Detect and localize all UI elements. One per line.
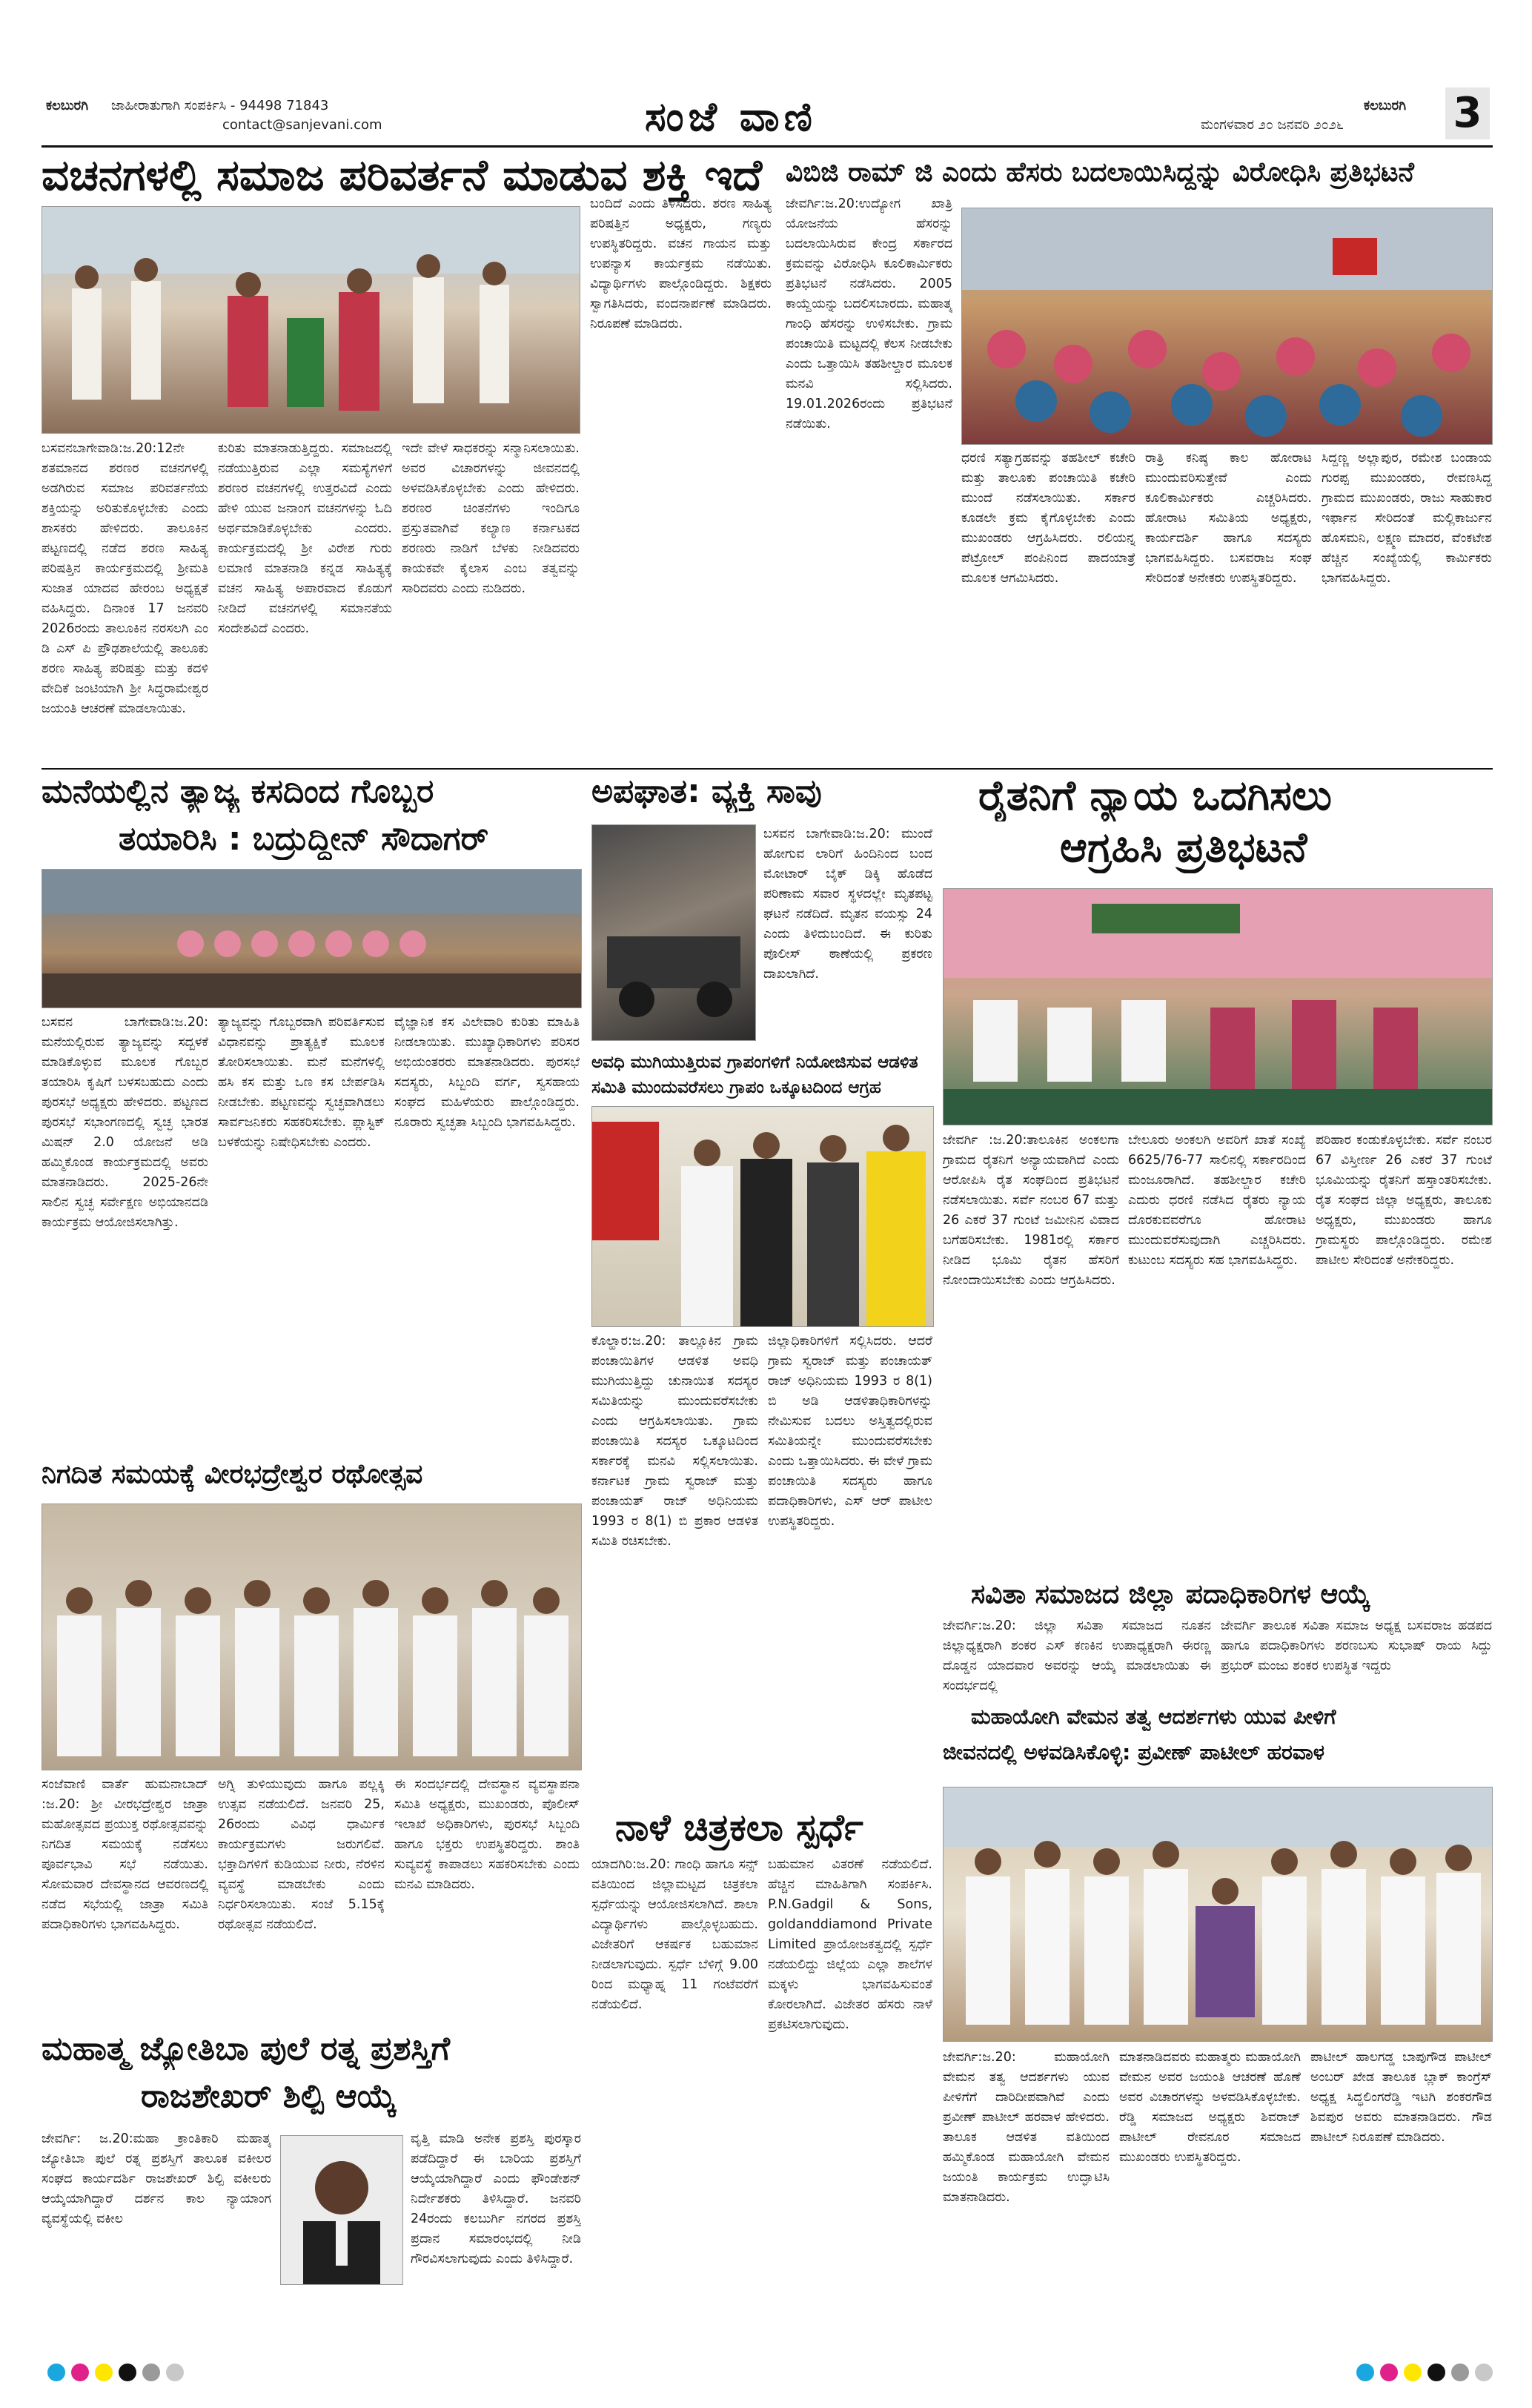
headline-a9: ಸವಿತಾ ಸಮಾಜದ ಜಿಲ್ಲಾ ಪದಾಧಿಕಾರಿಗಳ ಆಯ್ಕೆ	[971, 1579, 1370, 1610]
a8-col1: ಯಾದಗಿರಿ:ಜ.20: ಗಾಂಧಿ ಹಾಗೂ ಸನ್ಸ್ ವತಿಯಿಂದ ಜಿಲ್ಲಾಮಟ್ಟದ ಚಿತ್ರಕಲಾ ಸ್ಪರ್ಧೆಯನ್ನು ಆಯೋಜಿಸಲಾಗಿದೆ. ಶಾಲಾ ವಿದ್ಯಾರ್ಥಿಗಳು ಪಾಲ್ಗೊಳ್ಳಬಹುದು. ವಿಜೇತರಿಗೆ ಆಕರ್ಷಕ ಬಹುಮಾನ ನೀಡಲಾಗುವುದು. ಸ್ಪರ್ಧೆ ಬೆಳಿಗ್ಗೆ 9.00 ರಿಂದ ಮಧ್ಯಾಹ್ನ 11 ಗಂಟೆವರೆಗೆ ನಡೆಯಲಿದೆ.	[591, 1857, 758, 2012]
headline-a2: ವಿಬಿಜಿ ರಾಮ್ ಜಿ ಎಂದು ಹೆಸರು ಬದಲಾಯಿಸಿದ್ದನ್ನು ವಿರೋಧಿಸಿ ಪ್ರತಿಭಟನೆ	[786, 157, 1414, 188]
a9-col2: ಜೇವರ್ಗಿ ತಾಲೂಕ ಸವಿತಾ ಸಮಾಜ ಅಧ್ಯಕ್ಷ ಬಸವರಾಜ ಹಡಪದ ಹಾಗೂ ಪದಾಧಿಕಾರಿಗಳು ಶರಣಬಸು ಸುಭಾಷ್ ರಾಯ ಸಿದ್ದು ಪ್ರಭುರ್ ಮಂಜು ಶಂಕರ ಉಪಸ್ಥಿತ ಇದ್ದರು	[1221, 1618, 1492, 1673]
cmyk-bar-left	[47, 2364, 184, 2381]
cmyk-bar-right	[1356, 2364, 1493, 2381]
cmyk-dot	[1380, 2364, 1398, 2381]
headline-a6-line1: ರೈತನಿಗೆ ನ್ಯಾಯ ಒದಗಿಸಲು	[978, 772, 1332, 820]
a10-col1: ಜೇವರ್ಗಿ:ಜ.20: ಮಹಾಯೋಗಿ ವೇಮನ ತತ್ವ ಆದರ್ಶಗಳು ಯುವ ಪೀಳಿಗೆಗೆ ದಾರಿದೀಪವಾಗಿವೆ ಎಂದು ಪ್ರವೀಣ್ ಪಾಟೀಲ್ ಹರವಾಳ ಹೇಳಿದರು. ತಾಲೂಕ ಆಡಳಿತ ವತಿಯಿಂದ ಹಮ್ಮಿಕೊಂಡ ಮಹಾಯೋಗಿ ವೇಮನ ಜಯಂತಿ ಕಾರ್ಯಕ್ರಮ ಉದ್ಘಾಟಿಸಿ ಮಾತನಾಡಿದರು.	[943, 2050, 1110, 2205]
header-contact: contact@sanjevani.com	[222, 117, 382, 133]
photo-a5	[591, 1106, 934, 1327]
a2-col4: ಸಿದ್ದಣ್ಣ ಅಲ್ಲಾಪುರ, ರಮೇಶ ಬಂಡಾಯ ಗುರಪ್ಪ ಮುಖಂಡರು, ರೇವಣಸಿದ್ದ ಗ್ರಾಮದ ಮುಖಂಡರು, ರಾಜು ಸಾಹುಕಾರ ಇರ್ಫಾನ ಸೇರಿದಂತೆ ಮಲ್ಲಿಕಾರ್ಜುನ ಹೊಸಮನಿ, ಲಕ್ಷ್ಮಣ ಮಾದರ, ವೆಂಕಟೇಶ ಹೆಚ್ಚಿನ ಸಂಖ್ಯೆಯಲ್ಲಿ ಕಾರ್ಮಿಕರು ಭಾಗವಹಿಸಿದ್ದರು.	[1322, 451, 1492, 586]
headline-a10-line2: ಜೀವನದಲ್ಲಿ ಅಳವಡಿಸಿಕೊಳ್ಳಿ: ಪ್ರವೀಣ್ ಪಾಟೀಲ್ ಹರವಾಳ	[943, 1740, 1324, 1764]
a5-col2: ಜಿಲ್ಲಾಧಿಕಾರಿಗಳಿಗೆ ಸಲ್ಲಿಸಿದರು. ಆದರೆ ಗ್ರಾಮ ಸ್ವರಾಜ್ ಮತ್ತು ಪಂಚಾಯತ್ ರಾಜ್ ಅಧಿನಿಯಮ 1993 ರ 8(1) ಬಿ ಅಡಿ ಆಡಳಿತಾಧಿಕಾರಿಗಳನ್ನು ನೇಮಿಸುವ ಬದಲು ಅಸ್ತಿತ್ವದಲ್ಲಿರುವ ಸಮಿತಿಯನ್ನೇ ಮುಂದುವರೆಸಬೇಕು ಎಂದು ಒತ್ತಾಯಿಸಿದರು. ಈ ವೇಳೆ ಗ್ರಾಮ ಪಂಚಾಯಿತಿ ಸದಸ್ಯರು ಹಾಗೂ ಪದಾಧಿಕಾರಿಗಳು, ಎಸ್ ಆರ್ ಪಾಟೀಲ ಉಪಸ್ಥಿತರಿದ್ದರು.	[768, 1334, 932, 1529]
headline-a4: ಅಪಘಾತ: ವ್ಯಕ್ತಿ ಸಾವು	[591, 773, 822, 810]
photo-a3	[42, 869, 582, 1008]
photo-a2-crowd	[962, 208, 1492, 444]
a3-col2: ತ್ಯಾಜ್ಯವನ್ನು ಗೊಬ್ಬರವಾಗಿ ಪರಿವರ್ತಿಸುವ ವಿಧಾನವನ್ನು ಪ್ರಾತ್ಯಕ್ಷಿಕೆ ಮೂಲಕ ತೋರಿಸಲಾಯಿತು. ಮನೆ ಮನೆಗಳಲ್ಲಿ ಹಸಿ ಕಸ ಮತ್ತು ಒಣ ಕಸ ಬೇರ್ಪಡಿಸಿ ನೀಡಬೇಕು. ಪಟ್ಟಣವನ್ನು ಸ್ವಚ್ಛವಾಗಿಡಲು ಸಾರ್ವಜನಿಕರು ಸಹಕರಿಸಬೇಕು. ಪ್ಲಾಸ್ಟಿಕ್ ಬಳಕೆಯನ್ನು ನಿಷೇಧಿಸಬೇಕು ಎಂದರು.	[218, 1015, 385, 1150]
headline-a11-line2: ರಾಜಶೇಖರ್ ಶಿಲ್ಪಿ ಆಯ್ಕೆ	[141, 2077, 397, 2115]
photo-a6	[943, 888, 1493, 1125]
headline-a3-line1: ಮನೆಯಲ್ಲಿನ ತ್ಯಾಜ್ಯ ಕಸದಿಂದ ಗೊಬ್ಬರ	[42, 773, 434, 810]
a2-col3: ರಾತ್ರಿ ಕನಿಷ್ಠ ಕಾಲ ಹೋರಾಟ ಮುಂದುವರಿಸುತ್ತೇವೆ ಎಂದು ಕೂಲಿಕಾರ್ಮಿಕರು ಎಚ್ಚರಿಸಿದರು. ಹೋರಾಟ ಸಮಿತಿಯ ಅಧ್ಯಕ್ಷರು, ಕಾರ್ಯದರ್ಶಿ ಹಾಗೂ ಸದಸ್ಯರು ಭಾಗವಹಿಸಿದ್ದರು. ಬಸವರಾಜ ಸಂಘ ಸೇರಿದಂತೆ ಅನೇಕರು ಉಪಸ್ಥಿತರಿದ್ದರು.	[1145, 451, 1312, 586]
a1-col2: ಕುರಿತು ಮಾತನಾಡುತ್ತಿದ್ದರು. ಸಮಾಜದಲ್ಲಿ ನಡೆಯುತ್ತಿರುವ ಎಲ್ಲಾ ಸಮಸ್ಯೆಗಳಿಗೆ ಶರಣರ ವಚನಗಳಲ್ಲಿ ಉತ್ತರವಿದೆ ಎಂದು ಹೇಳಿ ಯುವ ಜನಾಂಗ ವಚನಗಳನ್ನು ಓದಿ ಅರ್ಥಮಾಡಿಕೊಳ್ಳಬೇಕು ಎಂದರು. ಕಾರ್ಯಕ್ರಮದಲ್ಲಿ ಶ್ರೀ ವಿರೇಶ ಗುರು ಲಮಾಣಿ ಮಾತನಾಡಿ ಕನ್ನಡ ಸಾಹಿತ್ಯಕ್ಕೆ ವಚನ ಸಾಹಿತ್ಯ ಅಪಾರವಾದ ಕೊಡುಗೆ ನೀಡಿದೆ ವಚನಗಳಲ್ಲಿ ಸಮಾನತೆಯ ಸಂದೇಶವಿದೆ ಎಂದರು.	[218, 441, 392, 636]
a9-col1: ಜೇವರ್ಗಿ:ಜ.20: ಜಿಲ್ಲಾ ಸವಿತಾ ಸಮಾಜದ ನೂತನ ಜಿಲ್ಲಾಧ್ಯಕ್ಷರಾಗಿ ಶಂಕರ ಎಸ್ ಕಣಕಿನ ಉಪಾಧ್ಯಕ್ಷರಾಗಿ ಈರಣ್ಣ ದೊಡ್ಡನ ಯಾದವಾರ ಅವರನ್ನು ಆಯ್ಕೆ ಮಾಡಲಾಯಿತು ಈ ಸಂದರ್ಭದಲ್ಲಿ	[943, 1618, 1211, 1693]
a4-body: ಬಸವನ ಬಾಗೇವಾಡಿ:ಜ.20: ಮುಂದೆ ಹೋಗುವ ಲಾರಿಗೆ ಹಿಂದಿನಿಂದ ಬಂದ ಮೋಟಾರ್ ಬೈಕ್ ಡಿಕ್ಕಿ ಹೊಡೆದ ಪರಿಣಾಮ ಸವಾರ ಸ್ಥಳದಲ್ಲೇ ಮೃತಪಟ್ಟ ಘಟನೆ ನಡೆದಿದೆ. ಮೃತನ ವಯಸ್ಸು 24 ಎಂದು ತಿಳಿದುಬಂದಿದೆ. ಈ ಕುರಿತು ಪೊಲೀಸ್ ಠಾಣೆಯಲ್ಲಿ ಪ್ರಕರಣ ದಾಖಲಾಗಿದೆ.	[763, 827, 932, 982]
cmyk-dot	[1404, 2364, 1422, 2381]
a1-col1: ಬಸವನಬಾಗೇವಾಡಿ:ಜ.20:12ನೇ ಶತಮಾನದ ಶರಣರ ವಚನಗಳಲ್ಲಿ ಅಡಗಿರುವ ಸಮಾಜ ಪರಿವರ್ತನೆಯ ಶಕ್ತಿಯನ್ನು ಅರಿತುಕೊಳ್ಳಬೇಕು ಎಂದು ಶಾಸಕರು ಹೇಳಿದರು. ತಾಲೂಕಿನ ಪಟ್ಟಣದಲ್ಲಿ ನಡೆದ ಶರಣ ಸಾಹಿತ್ಯ ಪರಿಷತ್ತಿನ ಕಾರ್ಯಕ್ರಮದಲ್ಲಿ ಶ್ರೀಮತಿ ಸುಜಾತ ಯಾದವ ಹೇರಂಬ ಅಧ್ಯಕ್ಷತೆ ವಹಿಸಿದ್ದರು. ದಿನಾಂಕ 17 ಜನವರಿ 2026ರಂದು ತಾಲೂಕಿನ ನರಸಲಗಿ ಎಂ ಡಿ ಎಸ್ ಪಿ ಪ್ರೌಢಶಾಲೆಯಲ್ಲಿ ತಾಲೂಕು ಶರಣ ಸಾಹಿತ್ಯ ಪರಿಷತ್ತು ಮತ್ತು ಕದಳಿ ವೇದಿಕೆ ಜಂಟಿಯಾಗಿ ಶ್ರೀ ಸಿದ್ಧರಾಮೇಶ್ವರ ಜಯಂತಿ ಆಚರಣೆ ಮಾಡಲಾಯಿತು.	[42, 441, 208, 716]
cmyk-dot	[1356, 2364, 1374, 2381]
headline-a5-line1: ಅವಧಿ ಮುಗಿಯುತ್ತಿರುವ ಗ್ರಾಪಂಗಳಿಗೆ ನಿಯೋಜಿಸುವ ಆಡಳಿತ	[591, 1053, 918, 1072]
cmyk-dot	[119, 2364, 136, 2381]
cmyk-dot	[142, 2364, 160, 2381]
a6-col1: ಜೇವರ್ಗಿ :ಜ.20:ತಾಲೂಕಿನ ಅಂಕಲಗಾ ಗ್ರಾಮದ ರೈತನಿಗೆ ಅನ್ಯಾಯವಾಗಿದೆ ಎಂದು ಆರೋಪಿಸಿ ರೈತ ಸಂಘದಿಂದ ಪ್ರತಿಭಟನೆ ನಡೆಸಲಾಯಿತು. ಸರ್ವೆ ನಂಬರ 67 ಮತ್ತು 26 ಎಕರೆ 37 ಗುಂಟೆ ಜಮೀನಿನ ವಿವಾದ ಬಗೆಹರಿಸಬೇಕು. 1981ರಲ್ಲಿ ಸರ್ಕಾರ ನೀಡಿದ ಭೂಮಿ ರೈತನ ಹೆಸರಿಗೆ ನೋಂದಾಯಿಸಬೇಕು ಎಂದು ಆಗ್ರಹಿಸಿದರು.	[943, 1133, 1119, 1288]
a2-col2: ಧರಣಿ ಸತ್ಯಾಗ್ರಹವನ್ನು ತಹಶೀಲ್ ಕಚೇರಿ ಮತ್ತು ತಾಲೂಕು ಪಂಚಾಯಿತಿ ಕಚೇರಿ ಮುಂದೆ ನಡೆಸಲಾಯಿತು. ಸರ್ಕಾರ ಕೂಡಲೇ ಕ್ರಮ ಕೈಗೊಳ್ಳಬೇಕು ಎಂದು ಮುಖಂಡರು ಆಗ್ರಹಿಸಿದರು. ರಲಿಯನ್ನ ಪೆಟ್ರೋಲ್ ಪಂಪಿನಿಂದ ಪಾದಯಾತ್ರೆ ಮೂಲಕ ಆಗಮಿಸಿದರು.	[961, 451, 1135, 586]
headline-a5-line2: ಸಮಿತಿ ಮುಂದುವರೆಸಲು ಗ್ರಾಪಂ ಒಕ್ಕೂಟದಿಂದ ಆಗ್ರಹ	[591, 1078, 881, 1097]
a8-col2: ಬಹುಮಾನ ವಿತರಣೆ ನಡೆಯಲಿದೆ. ಹೆಚ್ಚಿನ ಮಾಹಿತಿಗಾಗಿ ಸಂಪರ್ಕಿಸಿ. P.N.Gadgil & Sons, goldanddiamond Private Limited ಪ್ರಾಯೋಜಕತ್ವದಲ್ಲಿ ಸ್ಪರ್ಧೆ ನಡೆಯಲಿದ್ದು ಜಿಲ್ಲೆಯ ಎಲ್ಲಾ ಶಾಲೆಗಳ ಮಕ್ಕಳು ಭಾಗವಹಿಸುವಂತೆ ಕೋರಲಾಗಿದೆ. ವಿಜೇತರ ಹೆಸರು ನಾಳೆ ಪ್ರಕಟಿಸಲಾಗುವುದು.	[768, 1857, 932, 2032]
photo-a4	[591, 824, 756, 1041]
headline-a1: ವಚನಗಳಲ್ಲಿ ಸಮಾಜ ಪರಿವರ್ತನೆ ಮಾಡುವ ಶಕ್ತಿ ಇದೆ	[42, 150, 763, 200]
headline-a3-line2: ತಯಾರಿಸಿ : ಬದ್ರುದ್ದೀನ್ ಸೌದಾಗರ್	[119, 820, 489, 858]
cmyk-dot	[1451, 2364, 1469, 2381]
cmyk-dot	[71, 2364, 89, 2381]
a6-col3: ಪರಿಹಾರ ಕಂಡುಕೊಳ್ಳಬೇಕು. ಸರ್ವೆ ನಂಬರ 67 ವಿಸ್ತೀರ್ಣ 26 ಎಕರೆ 37 ಗುಂಟೆ ಭೂಮಿಯನ್ನು ರೈತನಿಗೆ ಹಸ್ತಾಂತರಿಸಬೇಕು. ರೈತ ಸಂಘದ ಜಿಲ್ಲಾ ಅಧ್ಯಕ್ಷರು, ತಾಲೂಕು ಅಧ್ಯಕ್ಷರು, ಮುಖಂಡರು ಹಾಗೂ ಗ್ರಾಮಸ್ಥರು ಪಾಲ್ಗೊಂಡಿದ್ದರು. ರಮೇಶ ಪಾಟೀಲ ಸೇರಿದಂತೆ ಅನೇಕರಿದ್ದರು.	[1316, 1133, 1492, 1268]
photo-a7-meeting	[42, 1504, 581, 1770]
portrait-figure	[281, 2136, 402, 2284]
cmyk-dot	[95, 2364, 113, 2381]
page-number: 3	[1445, 87, 1490, 139]
photo-a3-stage	[42, 870, 581, 1008]
a1-col4: ಬಂದಿದೆ ಎಂದು ತಿಳಿಸಿದರು. ಶರಣ ಸಾಹಿತ್ಯ ಪರಿಷತ್ತಿನ ಅಧ್ಯಕ್ಷರು, ಗಣ್ಯರು ಉಪಸ್ಥಿತರಿದ್ದರು. ವಚನ ಗಾಯನ ಮತ್ತು ಉಪನ್ಯಾಸ ಕಾರ್ಯಕ್ರಮ ನಡೆಯಿತು. ವಿದ್ಯಾರ್ಥಿಗಳು ಪಾಲ್ಗೊಂಡಿದ್ದರು. ಶಿಕ್ಷಕರು ಸ್ವಾಗತಿಸಿದರು, ವಂದನಾರ್ಪಣೆ ಮಾಡಿದರು. ನಿರೂಪಣೆ ಮಾಡಿದರು.	[590, 196, 772, 331]
a5-col1: ಕೊಲ್ಹಾರ:ಜ.20: ತಾಲ್ಲೂಕಿನ ಗ್ರಾಮ ಪಂಚಾಯಿತಿಗಳ ಆಡಳಿತ ಅವಧಿ ಮುಗಿಯುತ್ತಿದ್ದು ಚುನಾಯಿತ ಸದಸ್ಯರ ಸಮಿತಿಯನ್ನು ಮುಂದುವರೆಸಬೇಕು ಎಂದು ಆಗ್ರಹಿಸಲಾಯಿತು. ಗ್ರಾಮ ಪಂಚಾಯಿತಿ ಸದಸ್ಯರ ಒಕ್ಕೂಟದಿಂದ ಸರ್ಕಾರಕ್ಕೆ ಮನವಿ ಸಲ್ಲಿಸಲಾಯಿತು. ಕರ್ನಾಟಕ ಗ್ರಾಮ ಸ್ವರಾಜ್ ಮತ್ತು ಪಂಚಾಯತ್ ರಾಜ್ ಅಧಿನಿಯಮ 1993 ರ 8(1) ಬಿ ಪ್ರಕಾರ ಆಡಳಿತ ಸಮಿತಿ ರಚಿಸಬೇಕು.	[591, 1334, 758, 1549]
a3-col1: ಬಸವನ ಬಾಗೇವಾಡಿ:ಜ.20: ಮನೆಯಲ್ಲಿರುವ ತ್ಯಾಜ್ಯವನ್ನು ಸದ್ಬಳಕೆ ಮಾಡಿಕೊಳ್ಳುವ ಮೂಲಕ ಗೊಬ್ಬರ ತಯಾರಿಸಿ ಕೃಷಿಗೆ ಬಳಸಬಹುದು ಎಂದು ಪುರಸಭೆ ಅಧ್ಯಕ್ಷರು ಹೇಳಿದರು. ಪಟ್ಟಣದ ಪುರಸಭೆ ಸಭಾಂಗಣದಲ್ಲಿ ಸ್ವಚ್ಛ ಭಾರತ ಮಿಷನ್ 2.0 ಯೋಜನೆ ಅಡಿ ಹಮ್ಮಿಕೊಂಡ ಕಾರ್ಯಕ್ರಮದಲ್ಲಿ ಅವರು ಮಾತನಾಡಿದರು. 2025-26ನೇ ಸಾಲಿನ ಸ್ವಚ್ಛ ಸರ್ವೇಕ್ಷಣ ಅಭಿಯಾನದಡಿ ಕಾರ್ಯಕ್ರಮ ಆಯೋಜಿಸಲಾಗಿತ್ತು.	[42, 1015, 208, 1230]
photo-a11-portrait	[280, 2135, 403, 2285]
a7-col1: ಸಂಜೆವಾಣಿ ವಾರ್ತೆ ಹುಮನಾಬಾದ್ :ಜ.20: ಶ್ರೀ ವೀರಭದ್ರೇಶ್ವರ ಜಾತ್ರಾ ಮಹೋತ್ಸವದ ಪ್ರಯುಕ್ತ ರಥೋತ್ಸವವನ್ನು ನಿಗದಿತ ಸಮಯಕ್ಕೆ ನಡೆಸಲು ಪೂರ್ವಭಾವಿ ಸಭೆ ನಡೆಯಿತು. ಸೋಮವಾರ ದೇವಸ್ಥಾನದ ಆವರಣದಲ್ಲಿ ನಡೆದ ಸಭೆಯಲ್ಲಿ ಜಾತ್ರಾ ಸಮಿತಿ ಪದಾಧಿಕಾರಿಗಳು ಭಾಗವಹಿಸಿದ್ದರು.	[42, 1777, 208, 1932]
a6-col2: ಬೇಲೂರು ಅಂಕಲಗಿ ಅವರಿಗೆ ಖಾತೆ ಸಂಖ್ಯೆ 6625/76-77 ಸಾಲಿನಲ್ಲಿ ಸರ್ಕಾರದಿಂದ ಮಂಜೂರಾಗಿದೆ. ತಹಶೀಲ್ದಾರ ಕಚೇರಿ ಎದುರು ಧರಣಿ ನಡೆಸಿದ ರೈತರು ನ್ಯಾಯ ದೊರಕುವವರೆಗೂ ಹೋರಾಟ ಮುಂದುವರೆಸುವುದಾಗಿ ಎಚ್ಚರಿಸಿದರು. ಕುಟುಂಬ ಸದಸ್ಯರು ಸಹ ಭಾಗವಹಿಸಿದ್ದರು.	[1128, 1133, 1306, 1268]
a7-col2: ಅಗ್ನಿ ತುಳಿಯುವುದು ಹಾಗೂ ಪಲ್ಲಕ್ಕಿ ಉತ್ಸವ ನಡೆಯಲಿದೆ. ಜನವರಿ 25, 26ರಂದು ವಿವಿಧ ಧಾರ್ಮಿಕ ಕಾರ್ಯಕ್ರಮಗಳು ಜರುಗಲಿವೆ. ಭಕ್ತಾದಿಗಳಿಗೆ ಕುಡಿಯುವ ನೀರು, ನೆರಳಿನ ವ್ಯವಸ್ಥೆ ಮಾಡಬೇಕು ಎಂದು ನಿರ್ಧರಿಸಲಾಯಿತು. ಸಂಜೆ 5.15ಕ್ಕೆ ರಥೋತ್ಸವ ನಡೆಯಲಿದೆ.	[218, 1777, 385, 1932]
header-city-left: ಕಲಬುರಗಿ	[46, 98, 89, 113]
cmyk-dot	[166, 2364, 184, 2381]
photo-a1	[42, 206, 580, 434]
photo-a10-stage	[944, 1787, 1492, 2041]
header-rule	[42, 145, 1493, 148]
headline-a11-line1: ಮಹಾತ್ಮ ಜ್ಯೋತಿಬಾ ಪುಲೆ ರತ್ನ ಪ್ರಶಸ್ತಿಗೆ	[42, 2030, 451, 2068]
header-city-right: ಕಲಬುರಗಿ	[1364, 98, 1407, 113]
cmyk-dot	[47, 2364, 65, 2381]
photo-a10	[943, 1787, 1493, 2042]
photo-a4-vehicle	[592, 825, 755, 1040]
headline-a6-line2: ಆಗ್ರಹಿಸಿ ಪ್ರತಿಭಟನೆ	[1060, 824, 1307, 872]
masthead: ಸಂಜೆ ವಾಣಿ	[645, 93, 817, 140]
photo-a7	[42, 1504, 582, 1770]
photo-a1-figures	[42, 207, 580, 433]
a11-col2: ವೃತ್ತಿ ಮಾಡಿ ಅನೇಕ ಪ್ರಶಸ್ತಿ ಪುರಸ್ಕಾರ ಪಡೆದಿದ್ದಾರೆ ಈ ಬಾರಿಯ ಪ್ರಶಸ್ತಿಗೆ ಆಯ್ಕೆಯಾಗಿದ್ದಾರೆ ಎಂದು ಫೌಂಡೇಶನ್ ನಿರ್ದೇಶಕರು ತಿಳಿಸಿದ್ದಾರೆ. ಜನವರಿ 24ರಂದು ಕಲಬುರ್ಗಿ ನಗರದ ಪ್ರಶಸ್ತಿ ಪ್ರದಾನ ಸಮಾರಂಭದಲ್ಲಿ ನೀಡಿ ಗೌರವಿಸಲಾಗುವುದು ಎಂದು ತಿಳಿಸಿದ್ದಾರೆ.	[411, 2131, 581, 2266]
headline-a10-line1: ಮಹಾಯೋಗಿ ವೇಮನ ತತ್ವ ಆದರ್ಶಗಳು ಯುವ ಪೀಳಿಗೆ	[971, 1704, 1336, 1729]
headline-a7: ನಿಗದಿತ ಸಮಯಕ್ಕೆ ವೀರಭದ್ರೇಶ್ವರ ರಥೋತ್ಸವ	[42, 1459, 423, 1489]
a10-col2: ಮಾತನಾಡಿದವರು ಮಹಾತ್ಮರು ಮಹಾಯೋಗಿ ವೇಮನ ಅವರ ಜಯಂತಿ ಆಚರಣೆ ಹೊಣೆ ಅವರ ವಿಚಾರಗಳನ್ನು ಅಳವಡಿಸಿಕೊಳ್ಳಬೇಕು. ರೆಡ್ಡಿ ಸಮಾಜದ ಅಧ್ಯಕ್ಷರು ಶಿವರಾಜ್ ಪಾಟೀಲ್ ರೇವನೂರ ಸಮಾಜದ ಮುಖಂಡರು ಉಪಸ್ಥಿತರಿದ್ದರು.	[1119, 2050, 1301, 2165]
a1-col3: ಇದೇ ವೇಳೆ ಸಾಧಕರನ್ನು ಸನ್ಮಾನಿಸಲಾಯಿತು. ಅವರ ವಿಚಾರಗಳನ್ನು ಜೀವನದಲ್ಲಿ ಅಳವಡಿಸಿಕೊಳ್ಳಬೇಕು ಎಂದು ಹೇಳಿದರು. ಶರಣರ ಚಿಂತನೆಗಳು ಇಂದಿಗೂ ಪ್ರಸ್ತುತವಾಗಿವೆ ಕಲ್ಯಾಣ ಕರ್ನಾಟಕದ ಶರಣರು ನಾಡಿಗೆ ಬೆಳಕು ನೀಡಿದವರು ಕಾಯಕವೇ ಕೈಲಾಸ ಎಂಬ ತತ್ವವನ್ನು ಸಾರಿದವರು ಎಂದು ನುಡಿದರು.	[402, 441, 580, 596]
header-descriptor: ಜಾಹೀರಾತುಗಾಗಿ ಸಂಪರ್ಕಿಸಿ - 94498 71843	[111, 98, 329, 113]
photo-a6-sitin	[944, 889, 1492, 1125]
a10-col3: ಪಾಟೀಲ್ ಹಾಲಗಡ್ಡ ಬಾಪುಗೌಡ ಪಾಟೀಲ್ ಅಂಬರ್ ಖೇಡ ತಾಲೂಕ ಬ್ಲಾಕ್ ಕಾಂಗ್ರೆಸ್ ಅಧ್ಯಕ್ಷ ಸಿದ್ಧಲಿಂಗರೆಡ್ಡಿ ಇಟಗಿ ಶಂಕರಗೌಡ ಶಿವಪುರ ಅವರು ಮಾತನಾಡಿದರು. ಗೌಡ ಪಾಟೀಲ್ ನಿರೂಪಣೆ ಮಾಡಿದರು.	[1310, 2050, 1492, 2145]
rule-row1	[42, 768, 1493, 770]
a7-col3: ಈ ಸಂದರ್ಭದಲ್ಲಿ ದೇವಸ್ಥಾನ ವ್ಯವಸ್ಥಾಪನಾ ಸಮಿತಿ ಅಧ್ಯಕ್ಷರು, ಮುಖಂಡರು, ಪೊಲೀಸ್ ಇಲಾಖೆ ಅಧಿಕಾರಿಗಳು, ಪುರಸಭೆ ಸಿಬ್ಬಂದಿ ಹಾಗೂ ಭಕ್ತರು ಉಪಸ್ಥಿತರಿದ್ದರು. ಶಾಂತಿ ಸುವ್ಯವಸ್ಥೆ ಕಾಪಾಡಲು ಸಹಕರಿಸಬೇಕು ಎಂದು ಮನವಿ ಮಾಡಿದರು.	[394, 1777, 580, 1892]
header-date: ಮಂಗಳವಾರ ೨೦ ಜನವರಿ ೨೦೨೬	[1201, 117, 1344, 133]
a2-col1: ಜೇವರ್ಗಿ:ಜ.20:ಉದ್ಯೋಗ ಖಾತ್ರಿ ಯೋಜನೆಯ ಹೆಸರನ್ನು ಬದಲಾಯಿಸಿರುವ ಕೇಂದ್ರ ಸರ್ಕಾರದ ಕ್ರಮವನ್ನು ವಿರೋಧಿಸಿ ಕೂಲಿಕಾರ್ಮಿಕರು ಪ್ರತಿಭಟನೆ ನಡೆಸಿದರು. 2005 ಕಾಯ್ದೆಯನ್ನು ಬದಲಿಸಬಾರದು. ಮಹಾತ್ಮ ಗಾಂಧಿ ಹೆಸರನ್ನು ಉಳಿಸಬೇಕು. ಗ್ರಾಮ ಪಂಚಾಯಿತಿ ಮಟ್ಟದಲ್ಲಿ ಕೆಲಸ ನೀಡಬೇಕು ಎಂದು ಒತ್ತಾಯಿಸಿ ತಹಶೀಲ್ದಾರ ಮೂಲಕ ಮನವಿ ಸಲ್ಲಿಸಿದರು. 19.01.2026ರಂದು ಪ್ರತಿಭಟನೆ ನಡೆಯಿತು.	[786, 196, 952, 431]
headline-a8: ನಾಳೆ ಚಿತ್ರಕಲಾ ಸ್ಪರ್ಧೆ	[615, 1806, 863, 1849]
photo-a2	[961, 208, 1493, 445]
cmyk-dot	[1475, 2364, 1493, 2381]
cmyk-dot	[1427, 2364, 1445, 2381]
photo-a5-group	[592, 1107, 933, 1326]
a11-col1: ಜೇವರ್ಗಿ: ಜ.20:ಮಹಾ ಕ್ರಾಂತಿಕಾರಿ ಮಹಾತ್ಮ ಜ್ಯೋತಿಬಾ ಪುಲೆ ರತ್ನ ಪ್ರಶಸ್ತಿಗೆ ತಾಲೂಕ ವಕೀಲರ ಸಂಘದ ಕಾರ್ಯದರ್ಶಿ ರಾಜಶೇಖರ್ ಶಿಲ್ಪಿ ವಕೀಲರು ಆಯ್ಕೆಯಾಗಿದ್ದಾರೆ ದರ್ಶನ ಕಾಲ ನ್ಯಾಯಾಂಗ ವ್ಯವಸ್ಥೆಯಲ್ಲಿ ವಕೀಲ	[42, 2131, 271, 2226]
a3-col3: ವೈಜ್ಞಾನಿಕ ಕಸ ವಿಲೇವಾರಿ ಕುರಿತು ಮಾಹಿತಿ ನೀಡಲಾಯಿತು. ಮುಖ್ಯಾಧಿಕಾರಿಗಳು ಪರಿಸರ ಅಭಿಯಂತರರು ಮಾತನಾಡಿದರು. ಪುರಸಭೆ ಸದಸ್ಯರು, ಸಿಬ್ಬಂದಿ ವರ್ಗ, ಸ್ವಸಹಾಯ ಸಂಘದ ಮಹಿಳೆಯರು ಪಾಲ್ಗೊಂಡಿದ್ದರು. ನೂರಾರು ಸ್ವಚ್ಛತಾ ಸಿಬ್ಬಂದಿ ಭಾಗವಹಿಸಿದ್ದರು.	[394, 1015, 580, 1130]
